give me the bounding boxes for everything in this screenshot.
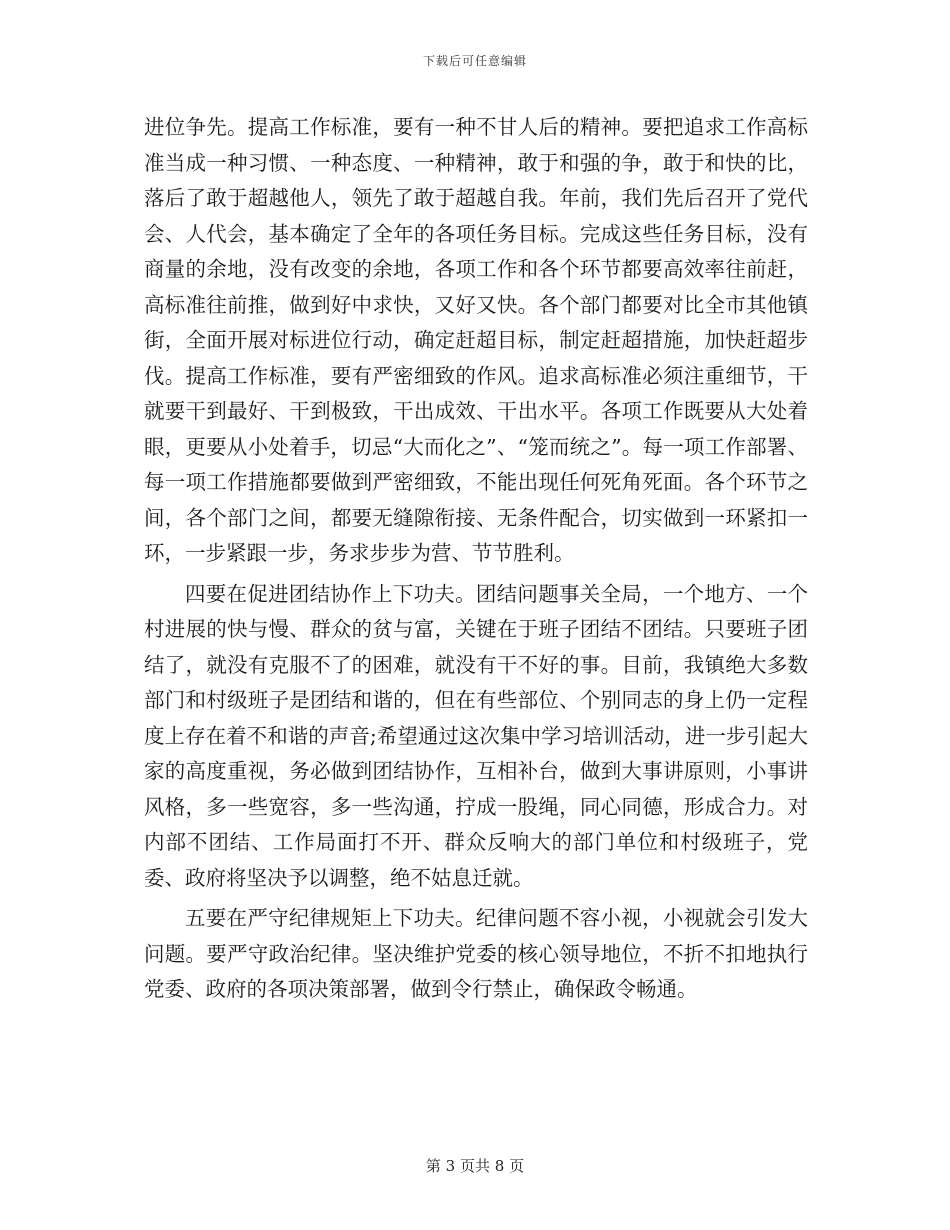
page-header: 下载后可任意编辑 [422, 54, 527, 68]
page-footer: 第 3 页共 8 页 [425, 1157, 525, 1175]
paragraph-2: 四要在促进团结协作上下功夫。团结问题事关全局，一个地方、一个村进展的快与慢、群众的贫与富，关键在于班子团结不团结。只要班子团结了，就没有克服不了的困难，就没有干不好的事。目前，我镇绝大多数部门和村级班子是团结和谐的，但在有些部位、个别同志的身上仍一定程度上存在着不和谐的声音;希望通过这次集中学习培训活动，进一步引起大家的高度重视，务必做到团结协作，互相补台，做到大事讲原则，小事讲风格，多一些宽容，多一些沟通，拧成一股绳，同心同德，形成合力。对内部不团结、工作局面打不开、群众反响大的部门单位和村级班子，党委、政府将坚决予以调整，绝不姑息迁就。 [144, 581, 808, 890]
document-body [144, 110, 808, 1008]
paragraph-1: 进位争先。提高工作标准，要有一种不甘人后的精神。要把追求工作高标准当成一种习惯、一种态度、一种精神，敢于和强的争，敢于和快的比，落后了敢于超越他人，领先了敢于超越自我。年前，我们先后召开了党代会、人代会，基本确定了全年的各项任务目标。完成这些任务目标，没有商量的余地，没有改变的余地，各项工作和各个环节都要高效率往前赶，高标准往前推，做到好中求快，又好又快。各个部门都要对比全市其他镇街，全面开展对标进位行动，确定赶超目标，制定赶超措施，加快赶超步伐。提高工作标准，要有严密细致的作风。追求高标准必须注重细节，干就要干到最好、干到极致，干出成效、干出水平。各项工作既要从大处着眼，更要从小处着手，切忌“大而化之”、“笼而统之”。每一项工作部署、每一项工作措施都要做到严密细致，不能出现任何死角死面。各个环节之间，各个部门之间，都要无缝隙衔接、无条件配合，切实做到一环紧扣一环，一步紧跟一步，务求步步为营、节节胜利。 [144, 115, 808, 565]
paragraph-3: 五要在严守纪律规矩上下功夫。纪律问题不容小视，小视就会引发大问题。要严守政治纪律。坚决维护党委的核心领导地位，不折不扣地执行党委、政府的各项决策部署，做到令行禁止，确保政令畅通。 [144, 906, 808, 1001]
